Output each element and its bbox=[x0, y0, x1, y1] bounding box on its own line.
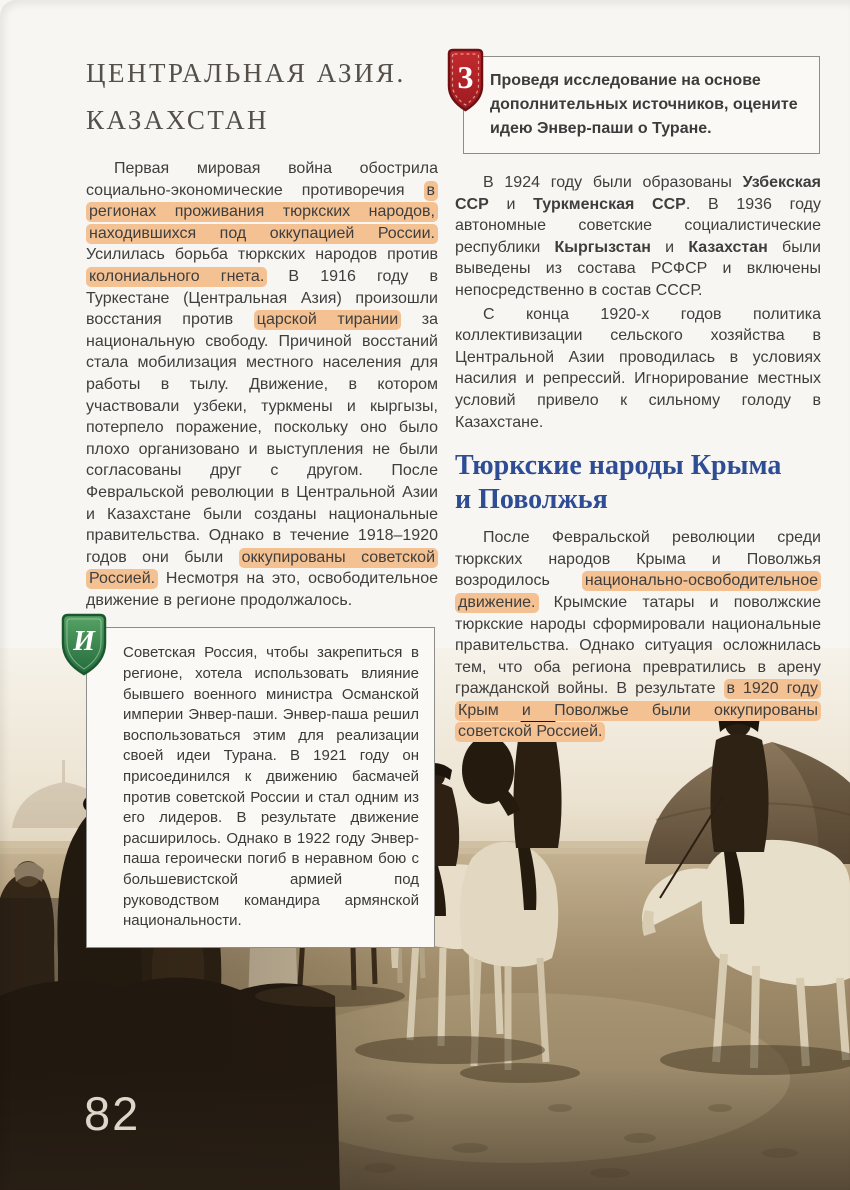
text-segment: Крымские татары и поволжские тюркские народы сформировали национальные правительства. Однако ситуация осложнилась тем, что оба региона превратились в арену гражданской войны. В результате bbox=[455, 593, 821, 698]
text-segment: Узбекская ССР bbox=[455, 174, 821, 213]
horseman-with-bundle bbox=[460, 710, 562, 1070]
text-segment: После Февральской революции среди тюркских народов Крыма и Поволжья возродилось bbox=[455, 529, 821, 590]
highlighted-text: национально-освободительное движение. bbox=[455, 571, 821, 613]
left-column bbox=[73, 50, 438, 948]
highlighted-text: оккупированы советской Россией. bbox=[86, 548, 438, 590]
text-segment: . В 1936 году автономные советские социалистические республики bbox=[455, 195, 822, 256]
paragraph-right-1 bbox=[455, 172, 821, 302]
text-segment: за национальную свободу. Причиной восстаний стала мобилизация местного населения для работы в тылу. Движение, в котором участвовали узбеки, туркмены и кыргызы, потерпело поражение, поскольку оно было плохо организовано и выступления не были согласованы друг с другом. После Февральской революции в Центральной Азии и Казахстане были созданы национальные правительства. Однако в течение 1918–1920 годов они были bbox=[86, 311, 438, 566]
paragraph-left-1 bbox=[86, 158, 438, 611]
page-title bbox=[86, 50, 438, 144]
text-segment: и bbox=[650, 238, 689, 256]
paragraph-right-2: С конца 1920-х годов политика коллективизации сельского хозяйства в Центральной Азии проводилась в условиях насилия и репрессий. Игнорирование местных условий привело к сильному голоду в Казахстане. bbox=[455, 305, 821, 431]
info-box-text: Советская Россия, чтобы закрепиться в регионе, хотела использовать влияние бывшего военного министра Османской империи Энвер-паши. Энвер-паша решил воспользоваться этим для реализации своей идеи Турана. В 1921 году он присоединился к движению басмачей против советской России и стал одним из его лидеров. В результате движение расширилось. Однако в 1922 году Энвер-паша героически погиб в неравном бою с большевистской армией под руководством командира армянской национальности. bbox=[123, 644, 419, 930]
section-heading: Тюркские народы Крыма и Поволжья bbox=[455, 450, 782, 516]
highlighted-text: колониального гнета. bbox=[86, 267, 267, 287]
text-segment: Туркменская ССР bbox=[533, 195, 686, 213]
text-segment: В 1916 году в Туркестане (Центральная Азия) произошли восстания против bbox=[86, 267, 438, 329]
task-box bbox=[457, 56, 820, 154]
text-segment: Кыргызстан bbox=[554, 238, 651, 256]
page-number: 82 bbox=[84, 1087, 141, 1140]
research-shield-icon bbox=[60, 613, 108, 679]
info-box-letter: И bbox=[73, 626, 95, 658]
text-segment: Казахстан bbox=[688, 238, 768, 256]
page-title-line1: ЦЕНТРАЛЬНАЯ АЗИЯ. bbox=[86, 58, 406, 88]
right-column bbox=[455, 46, 821, 743]
highlighted-text: царской тирании bbox=[254, 310, 401, 330]
page-title-line2: КАЗАХСТАН bbox=[86, 105, 269, 135]
paragraph-right-3 bbox=[455, 527, 821, 743]
text-segment: Первая мировая война обострила социально-экономические противоречия bbox=[86, 160, 438, 199]
text-segment: В 1924 году были образованы bbox=[483, 174, 743, 191]
text-segment: и bbox=[488, 195, 534, 213]
task-number: 3 bbox=[457, 59, 474, 95]
text-segment: Несмотря на это, освободительное движение в регионе продолжалось. bbox=[86, 570, 438, 609]
info-box bbox=[73, 626, 435, 947]
highlighted-text: в регионах проживания тюркских народов, находившихся под оккупацией России. bbox=[86, 181, 438, 244]
text-segment: Усилилась борьба тюркских народов против bbox=[86, 246, 438, 264]
task-text: Проведя исследование на основе дополнительных источников, оцените идею Энвер-паши о Туране. bbox=[490, 72, 798, 137]
text-segment: были выведены из состава РСФСР и включены непосредственно в состав СССР. bbox=[455, 238, 821, 299]
task-number-shield-icon bbox=[447, 48, 484, 118]
highlighted-text: в 1920 году Крым и Поволжье были оккупированы советской Россией. bbox=[455, 679, 821, 742]
